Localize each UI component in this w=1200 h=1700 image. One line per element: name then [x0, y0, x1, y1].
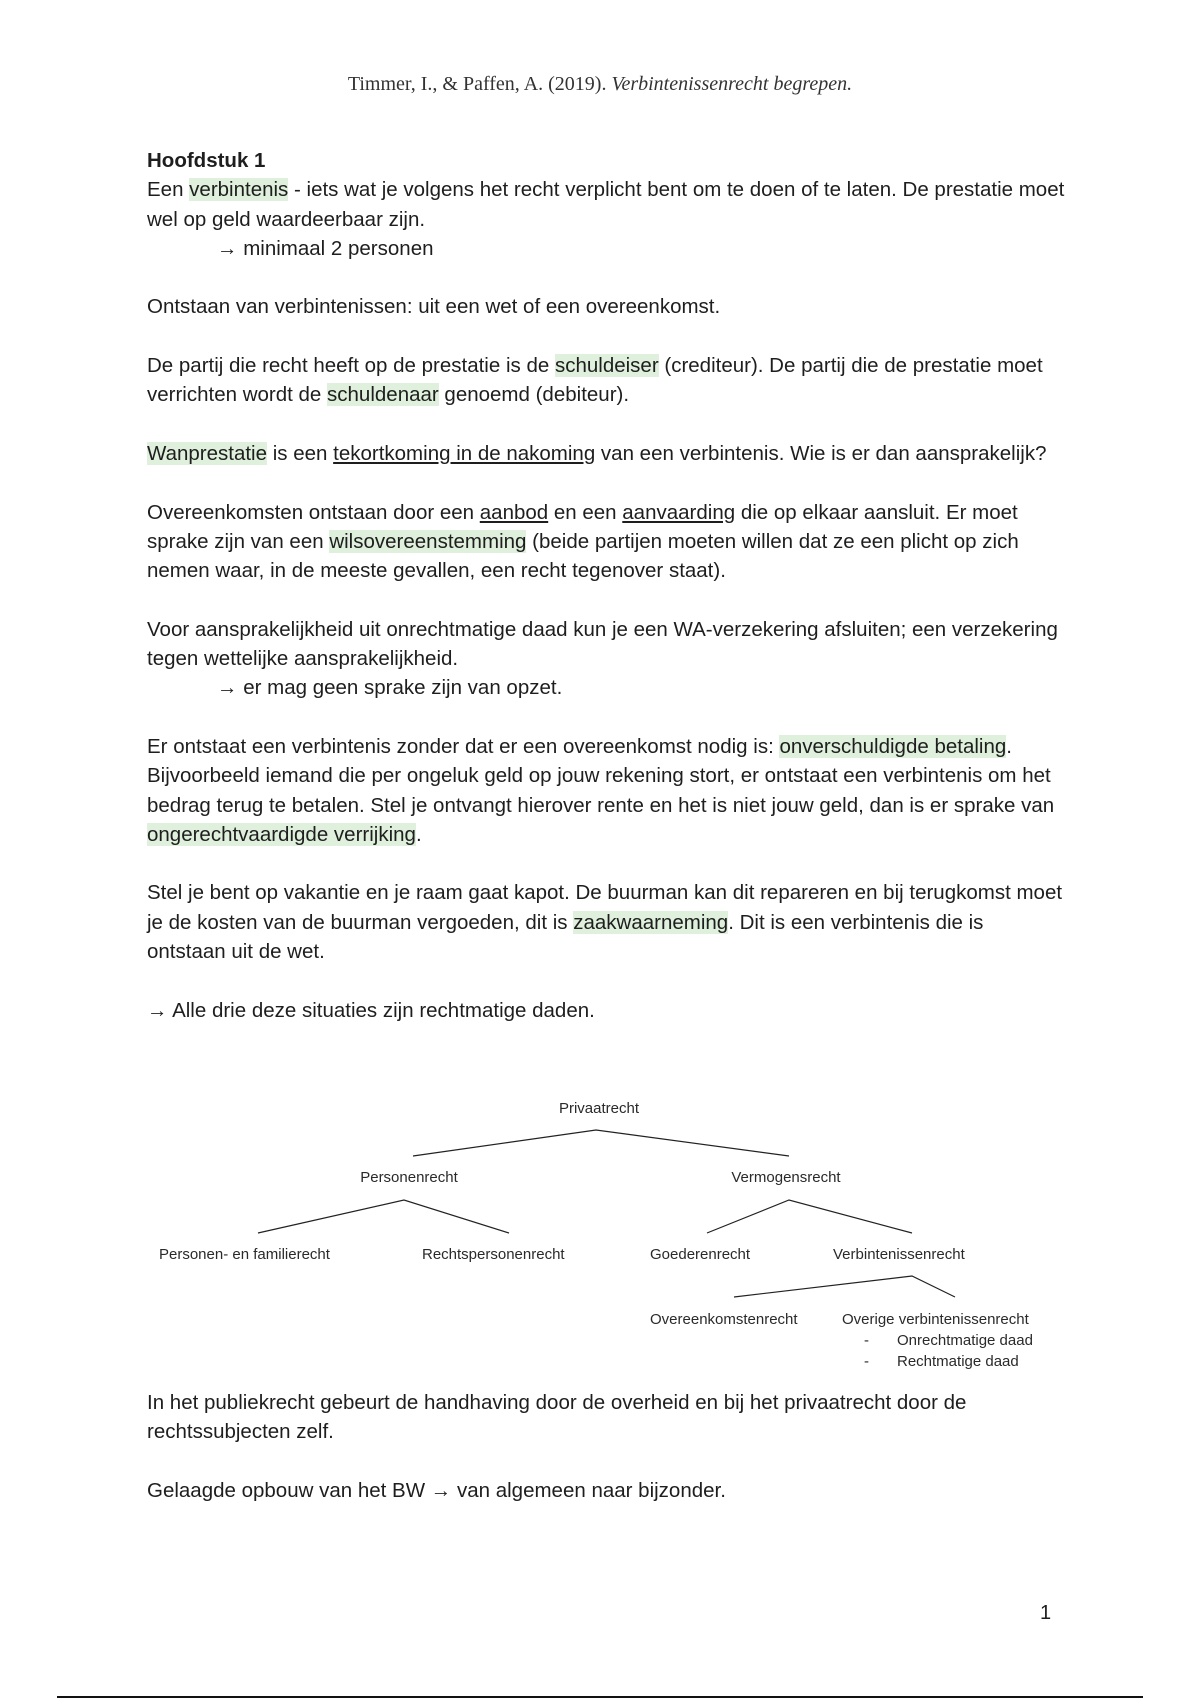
text: van een verbintenis. Wie is er dan aansprakelijk?	[595, 441, 1047, 465]
paragraph-rechtmatige-daden: → Alle drie deze situaties zijn rechtmatige daden.	[147, 998, 595, 1022]
page-bottom-rule	[57, 1696, 1143, 1698]
connector-personenrecht	[258, 1200, 509, 1233]
page-number: 1	[1040, 1602, 1052, 1624]
connector-vermogensrecht	[707, 1200, 912, 1233]
text: - iets wat je volgens het recht verplicht bent om te doen of te laten. De prestatie moet wel op geld waardeerbaar zijn.	[147, 178, 1065, 231]
bullet-dash: -	[864, 1332, 869, 1349]
text: die op elkaar aansluit. Er moet sprake zijn van een	[147, 500, 1018, 553]
connector-root	[413, 1130, 789, 1156]
node-overige-verbintenissenrecht: Overige verbintenissenrecht	[842, 1311, 1029, 1328]
text: (beide partijen moeten willen dat ze een plicht op zich nemen waar, in de meeste gevallen, een recht tegenover staat).	[147, 529, 1019, 583]
highlight-schuldeiser: schuldeiser	[554, 354, 659, 378]
underline-aanvaarding: aanvaarding	[622, 500, 736, 524]
paragraph-handhaving: In het publiekrecht gebeurt de handhaving door de overheid en bij het privaatrecht door de rechtssubjecten zelf.	[147, 1391, 967, 1444]
text: . Bijvoorbeeld iemand die per ongeluk geld op jouw rekening stort, er ontstaat een verbintenis om het bedrag terug te betalen. Stel je ontvangt hierover rente en het is niet jouw geld, dan is er sprake van	[147, 734, 1055, 817]
underline-aanbod: aanbod	[479, 500, 549, 524]
highlight-schuldenaar: schuldenaar	[327, 383, 439, 407]
header-citation: Timmer, I., & Paffen, A. (2019).	[347, 73, 607, 95]
highlight-onverschuldigde-betaling: onverschuldigde betaling	[779, 734, 1007, 758]
chapter-heading: Hoofdstuk 1	[147, 149, 266, 172]
node-privaatrecht: Privaatrecht	[558, 1100, 640, 1117]
text: Een	[147, 178, 190, 202]
document-body-continued	[147, 1388, 1067, 1534]
text: Er ontstaat een verbintenis zonder dat er een overeenkomst nodig is:	[147, 734, 780, 758]
highlight-verbintenis: verbintenis	[189, 178, 289, 202]
text: . Dit is een verbintenis die is ontstaan uit de wet.	[147, 910, 984, 964]
node-verbintenissenrecht: Verbintenissenrecht	[833, 1246, 965, 1263]
text: .	[415, 822, 422, 846]
bullet-dash: -	[864, 1353, 869, 1370]
node-personen-familierecht: Personen- en familierecht	[159, 1246, 330, 1263]
text: (crediteur). De partij die de prestatie moet verrichten wordt de	[147, 354, 1043, 407]
node-personenrecht: Personenrecht	[360, 1169, 458, 1186]
node-vermogensrecht: Vermogensrecht	[731, 1169, 841, 1186]
text: Stel je bent op vakantie en je raam gaat kapot. De buurman kan dit repareren en bij terugkomst moet je de kosten van de buurman vergoeden, dit is	[147, 881, 1063, 934]
highlight-ongerechtvaardigde-verrijking: ongerechtvaardigde verrijking	[147, 822, 416, 846]
underline-tekortkoming: tekortkoming in de nakoming	[333, 441, 596, 465]
node-rechtspersonenrecht: Rechtspersonenrecht	[422, 1246, 565, 1263]
node-goederenrecht: Goederenrecht	[650, 1246, 751, 1263]
highlight-wilsovereenstemming: wilsovereenstemming	[329, 529, 527, 553]
text: en een	[548, 500, 623, 524]
highlight-wanprestatie: Wanprestatie	[147, 441, 268, 465]
arrow-note-personen: → minimaal 2 personen	[217, 236, 434, 260]
node-onrechtmatige-daad: Onrechtmatige daad	[897, 1332, 1033, 1349]
text: genoemd (debiteur).	[438, 383, 630, 407]
text: is een	[267, 441, 334, 465]
text: De partij die recht heeft op de prestatie is de	[147, 354, 555, 378]
tree-connectors	[258, 1130, 955, 1297]
paragraph-wa-verzekering: Voor aansprakelijkheid uit onrechtmatige daad kun je een WA-verzekering afsluiten; een verzekering tegen wettelijke aansprakelijkheid.	[147, 617, 1058, 671]
paragraph-ontstaan: Ontstaan van verbintenissen: uit een wet of een overeenkomst.	[147, 295, 721, 319]
node-overeenkomstenrecht: Overeenkomstenrecht	[650, 1311, 798, 1328]
header-title: Verbintenissenrecht begrepen.	[611, 73, 853, 95]
highlight-zaakwaarneming: zaakwaarneming	[573, 910, 729, 934]
paragraph-gelaagde-opbouw: Gelaagde opbouw van het BW → van algemeen naar bijzonder.	[147, 1478, 726, 1502]
arrow-note-opzet: → er mag geen sprake zijn van opzet.	[217, 676, 563, 700]
node-rechtmatige-daad: Rechtmatige daad	[897, 1353, 1019, 1370]
text: Overeenkomsten ontstaan door een	[147, 500, 480, 524]
connector-verbintenissenrecht	[734, 1276, 955, 1297]
